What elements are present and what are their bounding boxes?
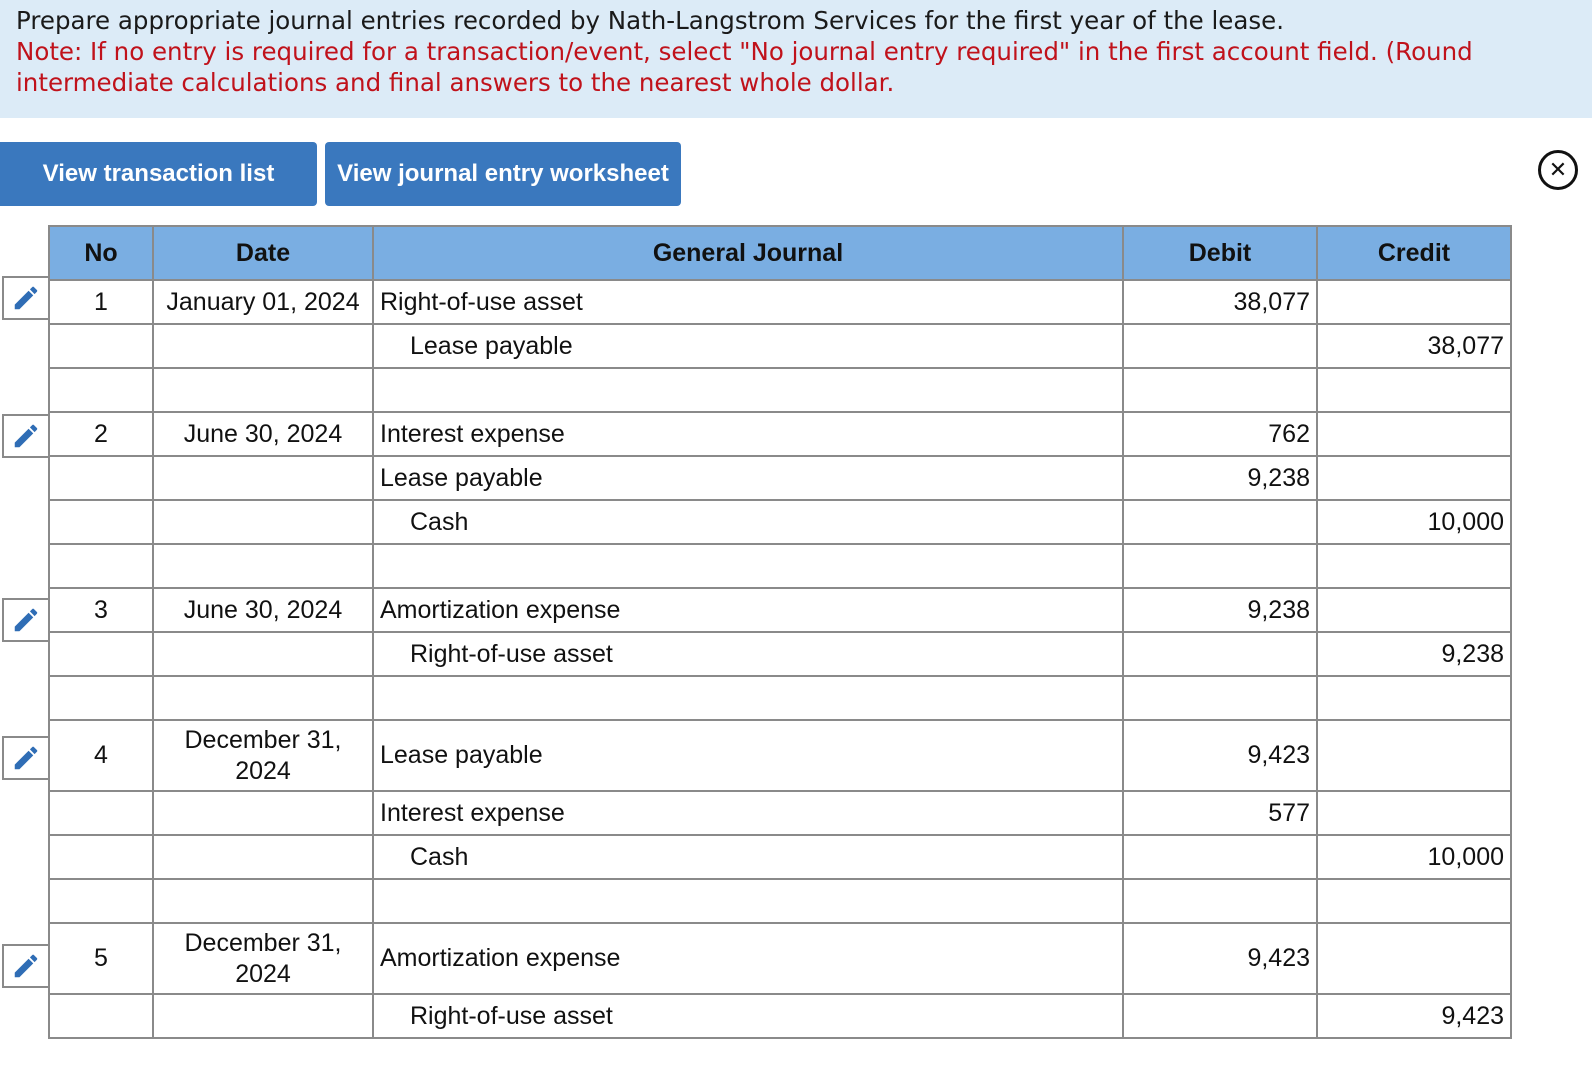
table-row [49, 791, 1511, 835]
cell-date: June 30, 2024 [153, 588, 373, 632]
pencil-icon [11, 605, 41, 635]
cell-debit [1123, 544, 1317, 588]
cell-date [153, 994, 373, 1038]
cell-credit [1317, 791, 1511, 835]
cell-credit: 9,238 [1317, 632, 1511, 676]
cell-account: Cash [373, 835, 1123, 879]
cell-account [373, 879, 1123, 923]
cell-no: 4 [49, 720, 153, 791]
cell-debit [1123, 368, 1317, 412]
cell-date [153, 632, 373, 676]
cell-credit [1317, 544, 1511, 588]
cell-account: Lease payable [373, 456, 1123, 500]
general-journal-table [48, 225, 1512, 1039]
edit-entry-2-button[interactable] [2, 414, 48, 458]
cell-account: Cash [373, 500, 1123, 544]
pencil-icon [11, 743, 41, 773]
cell-no [49, 368, 153, 412]
table-row [49, 280, 1511, 324]
cell-credit [1317, 412, 1511, 456]
cell-credit [1317, 588, 1511, 632]
cell-debit: 762 [1123, 412, 1317, 456]
cell-debit [1123, 676, 1317, 720]
instructions-note-line2: intermediate calculations and final answers to the nearest whole dollar. [16, 68, 895, 97]
cell-debit: 9,423 [1123, 720, 1317, 791]
cell-debit [1123, 835, 1317, 879]
cell-date [153, 676, 373, 720]
cell-debit [1123, 632, 1317, 676]
cell-no [49, 879, 153, 923]
header-credit: Credit [1317, 226, 1511, 280]
cell-no [49, 676, 153, 720]
cell-account: Lease payable [373, 720, 1123, 791]
table-header-row [49, 226, 1511, 280]
cell-date [153, 791, 373, 835]
cell-no [49, 835, 153, 879]
cell-credit: 38,077 [1317, 324, 1511, 368]
cell-debit: 38,077 [1123, 280, 1317, 324]
cell-credit [1317, 280, 1511, 324]
cell-debit [1123, 500, 1317, 544]
cell-no [49, 324, 153, 368]
cell-account: Amortization expense [373, 923, 1123, 994]
cell-account [373, 676, 1123, 720]
cell-date [153, 500, 373, 544]
cell-debit: 9,423 [1123, 923, 1317, 994]
table-row [49, 500, 1511, 544]
cell-date [153, 544, 373, 588]
table-row [49, 368, 1511, 412]
edit-entry-4-button[interactable] [2, 736, 48, 780]
table-row [49, 544, 1511, 588]
cell-credit [1317, 368, 1511, 412]
header-general-journal: General Journal [373, 226, 1123, 280]
cell-no [49, 791, 153, 835]
cell-no [49, 544, 153, 588]
cell-no: 1 [49, 280, 153, 324]
close-icon[interactable]: ✕ [1538, 150, 1578, 190]
pencil-icon [11, 283, 41, 313]
cell-no: 3 [49, 588, 153, 632]
cell-credit [1317, 923, 1511, 994]
table-row [49, 324, 1511, 368]
cell-no [49, 500, 153, 544]
instructions-panel [0, 0, 1592, 118]
table-row [49, 456, 1511, 500]
table-row [49, 879, 1511, 923]
cell-no: 5 [49, 923, 153, 994]
header-no: No [49, 226, 153, 280]
cell-debit [1123, 324, 1317, 368]
cell-credit: 9,423 [1317, 994, 1511, 1038]
cell-no [49, 456, 153, 500]
table-row [49, 676, 1511, 720]
cell-credit [1317, 879, 1511, 923]
cell-credit [1317, 720, 1511, 791]
cell-account: Interest expense [373, 791, 1123, 835]
table-row [49, 412, 1511, 456]
cell-date [153, 879, 373, 923]
table-row [49, 835, 1511, 879]
table-row [49, 588, 1511, 632]
cell-date [153, 324, 373, 368]
cell-credit: 10,000 [1317, 835, 1511, 879]
table-row [49, 994, 1511, 1038]
cell-account: Right-of-use asset [373, 994, 1123, 1038]
cell-no [49, 994, 153, 1038]
edit-entry-3-button[interactable] [2, 598, 48, 642]
instructions-note-line1: Note: If no entry is required for a transaction/event, select "No journal entry required" in the first account field. (Round [16, 37, 1473, 66]
cell-account: Right-of-use asset [373, 280, 1123, 324]
cell-date: June 30, 2024 [153, 412, 373, 456]
cell-date: January 01, 2024 [153, 280, 373, 324]
pencil-icon [11, 421, 41, 451]
cell-account [373, 368, 1123, 412]
edit-entry-1-button[interactable] [2, 276, 48, 320]
cell-credit [1317, 456, 1511, 500]
table-row [49, 632, 1511, 676]
cell-date [153, 368, 373, 412]
view-journal-entry-worksheet-button[interactable]: View journal entry worksheet [325, 142, 681, 206]
cell-account: Amortization expense [373, 588, 1123, 632]
cell-account [373, 544, 1123, 588]
cell-debit: 9,238 [1123, 588, 1317, 632]
cell-no: 2 [49, 412, 153, 456]
cell-date: December 31, 2024 [153, 923, 373, 994]
cell-credit: 10,000 [1317, 500, 1511, 544]
cell-date [153, 835, 373, 879]
cell-date: December 31, 2024 [153, 720, 373, 791]
cell-account: Interest expense [373, 412, 1123, 456]
cell-no [49, 632, 153, 676]
instructions-prompt: Prepare appropriate journal entries recorded by Nath-Langstrom Services for the first year of the lease. [16, 6, 1284, 35]
cell-debit: 9,238 [1123, 456, 1317, 500]
header-debit: Debit [1123, 226, 1317, 280]
table-row [49, 720, 1511, 791]
edit-entry-5-button[interactable] [2, 944, 48, 988]
view-transaction-list-button[interactable]: View transaction list [0, 142, 317, 206]
pencil-icon [11, 951, 41, 981]
table-row [49, 923, 1511, 994]
cell-date [153, 456, 373, 500]
header-date: Date [153, 226, 373, 280]
cell-debit: 577 [1123, 791, 1317, 835]
cell-debit [1123, 994, 1317, 1038]
cell-debit [1123, 879, 1317, 923]
cell-account: Right-of-use asset [373, 632, 1123, 676]
cell-account: Lease payable [373, 324, 1123, 368]
cell-credit [1317, 676, 1511, 720]
